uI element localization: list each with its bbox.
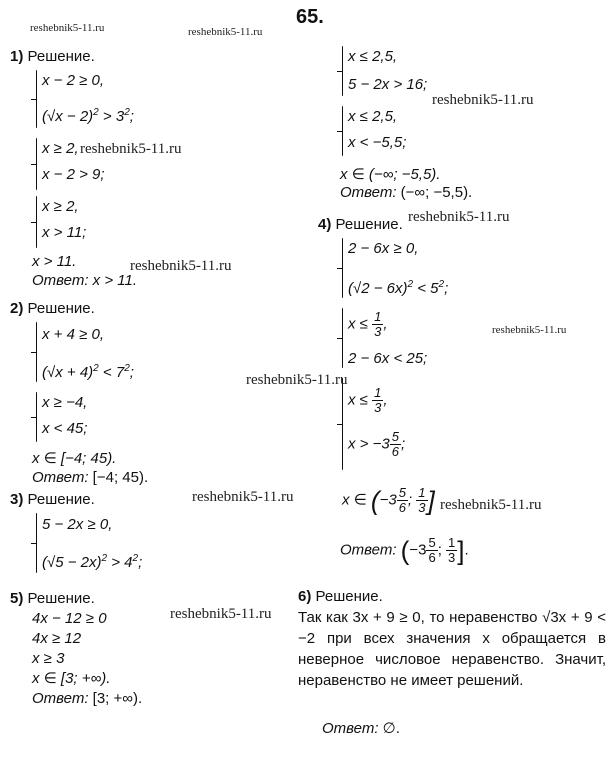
equation: x + 4 ≥ 0, (42, 326, 105, 343)
watermark: reshebnik5-11.ru (492, 324, 567, 336)
watermark: reshebnik5-11.ru (80, 141, 182, 157)
equation: x − 2 > 9; (42, 166, 105, 183)
system-brace (36, 392, 37, 442)
equation: 4x − 12 ≥ 0 (32, 610, 107, 627)
watermark: reshebnik5-11.ru (192, 489, 294, 505)
watermark: reshebnik5-11.ru (440, 497, 542, 513)
answer: Ответ: (−∞; −5,5). (340, 184, 473, 201)
system-brace (36, 70, 37, 128)
system-brace (342, 238, 343, 298)
equation: 4x ≥ 12 (32, 630, 82, 647)
result: x ∈ (−∞; −5,5). (340, 166, 441, 183)
watermark: reshebnik5-11.ru (130, 258, 232, 274)
equation: x − 2 ≥ 0, (42, 72, 105, 89)
result: x ∈ [−4; 45). (32, 450, 117, 467)
solution-text: Так как 3x + 9 ≥ 0, то неравенство √3x + 9 < −2 при всех значения x обращается в неверное числовое неравенство. Значит, неравенство не имеет решений. (298, 609, 606, 689)
equation: x ≥ 2, (42, 198, 79, 215)
equation: x < 45; (42, 420, 88, 437)
answer: Ответ: [3; +∞). (32, 690, 143, 707)
system-brace (36, 196, 37, 248)
equation: x ≥ 2, (42, 140, 79, 157)
equation: 2 − 6x ≥ 0, (348, 240, 419, 257)
equation: $(√x - 2)^2 > 3^2$; (42, 107, 134, 125)
result: x ∈ [3; +∞). (32, 670, 111, 687)
system-brace (342, 308, 343, 368)
system-brace (36, 322, 37, 382)
watermark: reshebnik5-11.ru (246, 372, 348, 388)
problem-2-heading: 2) Решение. (10, 300, 95, 317)
problem-5-heading: 5) Решение. (10, 590, 95, 607)
watermark: reshebnik5-11.ru (188, 26, 263, 38)
equation: 5 − 2x > 16; (348, 76, 428, 93)
problem-label: 1) (10, 48, 24, 65)
watermark: reshebnik5-11.ru (30, 22, 105, 34)
equation: x ≥ 3 (32, 650, 65, 667)
equation: $(√x + 4)^2 < 7^2$; (42, 363, 134, 381)
problem-4-heading: 4) Решение. (318, 216, 403, 233)
equation: x > −3 $\frac{5}{6}$ ; (348, 429, 406, 459)
equation: x ≤ $\frac{1}{3}$ , (348, 385, 388, 415)
solution-title: Решение. (27, 48, 95, 65)
equation: x ≤ $\frac{1}{3}$ , (348, 309, 388, 339)
answer: Ответ: ∅. (322, 720, 400, 737)
problem-1-heading (10, 48, 95, 66)
watermark: reshebnik5-11.ru (170, 606, 272, 622)
equation: 5 − 2x ≥ 0, (42, 516, 113, 533)
answer: Ответ: (−3 $\frac{5}{6}$ ; $\frac{1}{3}$ ]. (340, 535, 469, 566)
equation: x ≤ 2,5, (348, 108, 398, 125)
answer: Ответ: [−4; 45). (32, 469, 149, 486)
problem-number: 65. (296, 6, 324, 28)
problem-3-heading: 3) Решение. (10, 491, 95, 508)
equation: $(√2 - 6x)^2 < 5^2$; (348, 279, 449, 297)
system-brace (342, 46, 343, 96)
equation: x < −5,5; (348, 134, 407, 151)
problem-6-heading: 6) Решение. (298, 588, 383, 605)
equation: 2 − 6x < 25; (348, 350, 428, 367)
equation: x ≥ −4, (42, 394, 88, 411)
system-brace (36, 513, 37, 573)
result: x > 11. (32, 253, 77, 270)
watermark: reshebnik5-11.ru (408, 209, 510, 225)
watermark: reshebnik5-11.ru (432, 92, 534, 108)
system-brace (342, 378, 343, 470)
answer: Ответ: x > 11. (32, 272, 138, 289)
equation: x ≤ 2,5, (348, 48, 398, 65)
system-brace (36, 138, 37, 190)
equation: $(√5 - 2x)^2 > 4^2$; (42, 553, 143, 571)
system-brace (342, 106, 343, 156)
equation: x > 11; (42, 224, 87, 241)
result: x ∈ (−3 $\frac{5}{6}$ ; $\frac{1}{3}$ ] (342, 485, 435, 516)
